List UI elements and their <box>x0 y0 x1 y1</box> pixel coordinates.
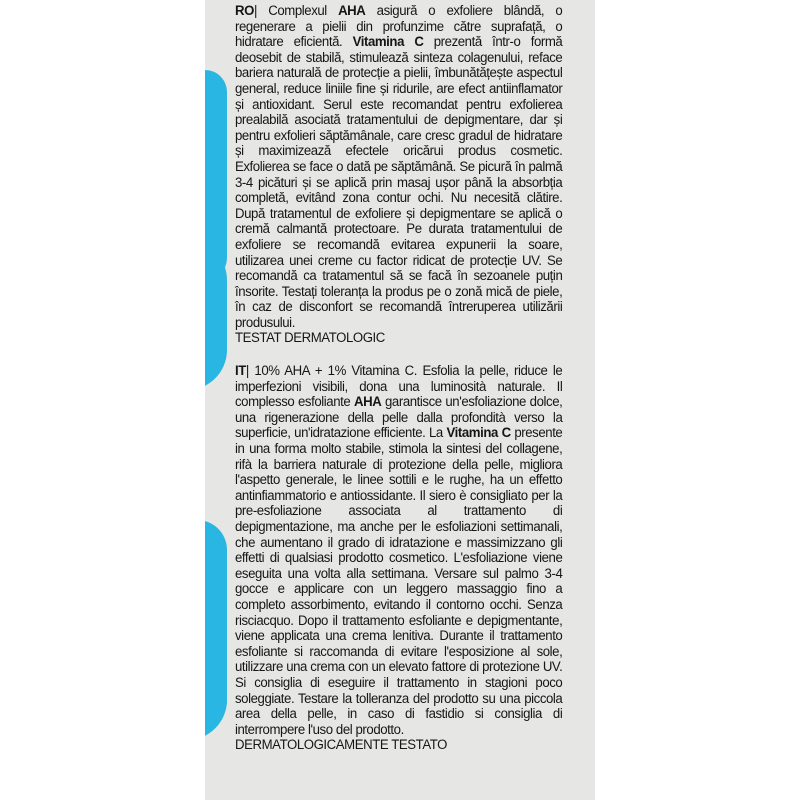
it-bold-aha: AHA <box>353 394 382 411</box>
it-text: presente in una forma molto stabile, stimola la sintesi del collagene, rifà la barriera naturale di protezione della pelle, migliora l'aspetto generale, le linee sottili e le rughe, ha un effetto antinfiammatorio e antiossidante. Il siero è consigliato per la pre-esfoliazione associata al trattamento di depigmentazione, ma anche per le esfoliazioni settimanali, che aumentano il grado di idratazione e massimizzano gli effetti di qualsiasi prodotto cosmetico. L'esfoliazione viene eseguita una volta alla settimana. Versare sul palmo 3-4 gocce e applicare con un leggero massaggio fino a completo assorbimento, evitando il contorno occhi. Senza risciacquo. Dopo il trattamento esfoliante e depigmentante, viene applicata una crema lenitiva. Durante il trattamento esfoliante si raccomanda di evitare l'esposizione al sole, utilizzare una crema con un elevato fattore di protezione UV. Si consiglia di eseguire il trattamento in stagioni poco soleggiate. Testare la tolleranza del prodotto su una piccola area della pelle, in caso di fastidio si consiglia di interrompere l'uso del prodotto. <box>235 425 563 738</box>
ro-separator: | <box>253 3 257 19</box>
ro-text: Complexul <box>256 3 339 19</box>
ro-bold-aha: AHA <box>338 3 366 19</box>
it-bold-vitamin-c: Vitamina C <box>446 425 511 442</box>
it-lang-code: IT <box>235 363 246 380</box>
it-description <box>235 364 562 738</box>
label-text-column <box>235 4 562 754</box>
blue-accent-strip <box>205 0 227 800</box>
it-text: garantisce un'esfoliazione dolce, una rigenerazione della pelle dalla profondità verso la superficie, un'idratazione efficiente. La <box>235 394 563 442</box>
ro-tested-label: TESTAT DERMATOLOGIC <box>235 330 385 347</box>
label-panel <box>205 0 595 800</box>
it-separator: | <box>245 363 249 380</box>
ro-lang-code: RO <box>235 3 254 19</box>
ro-text: asigură o exfoliere blândă, o regenerare a pielii din profunzime către suprafață, o hidratare eficientă. <box>235 3 563 51</box>
it-tested-label: DERMATOLOGICAMENTE TESTATO <box>235 737 447 754</box>
ro-bold-vitamin-c: Vitamina C <box>352 34 424 51</box>
ro-text: prezentă într-o formă deosebit de stabilă, stimulează sinteza colagenului, reface bariera naturală de protecție a pielii, îmbunătățește aspectul general, reduce liniile fine și ridurile, are efect antiinflamator și antioxidant. Serul este recomandat pentru exfolierea prealabilă asociată tratamentului de depigmentare, dar și pentru exfolieri săptămânale, care cresc gradul de hidratare și maximizează efectele oricărui produs cosmetic. Exfolierea se face o dată pe săptămână. Se picură în palmă 3-4 picături și se aplică prin masaj ușor până la absorbția completă, evitând zona contur ochi. Nu necesită clătire. După tratamentul de exfoliere și depigmentare se aplică o cremă calmantă protectoare. Pe durata tratamentului de exfoliere se recomandă evitarea expunerii la soare, utilizarea unei creme cu factor ridicat de protecție UV. Se recomandă ca tratamentul să se facă în sezoanele puțin însorite. Testați toleranța la produs pe o zonă mică de piele, în caz de disconfort se recomandă întreruperea utilizării produsului. <box>235 34 563 331</box>
section-gap <box>235 347 562 364</box>
ro-description <box>235 4 562 331</box>
it-text: 10% AHA + 1% Vitamina C. Esfolia la pelle, riduce le imperfezioni visibili, dona una luminosità naturale. Il complesso esfoliante <box>235 363 563 411</box>
